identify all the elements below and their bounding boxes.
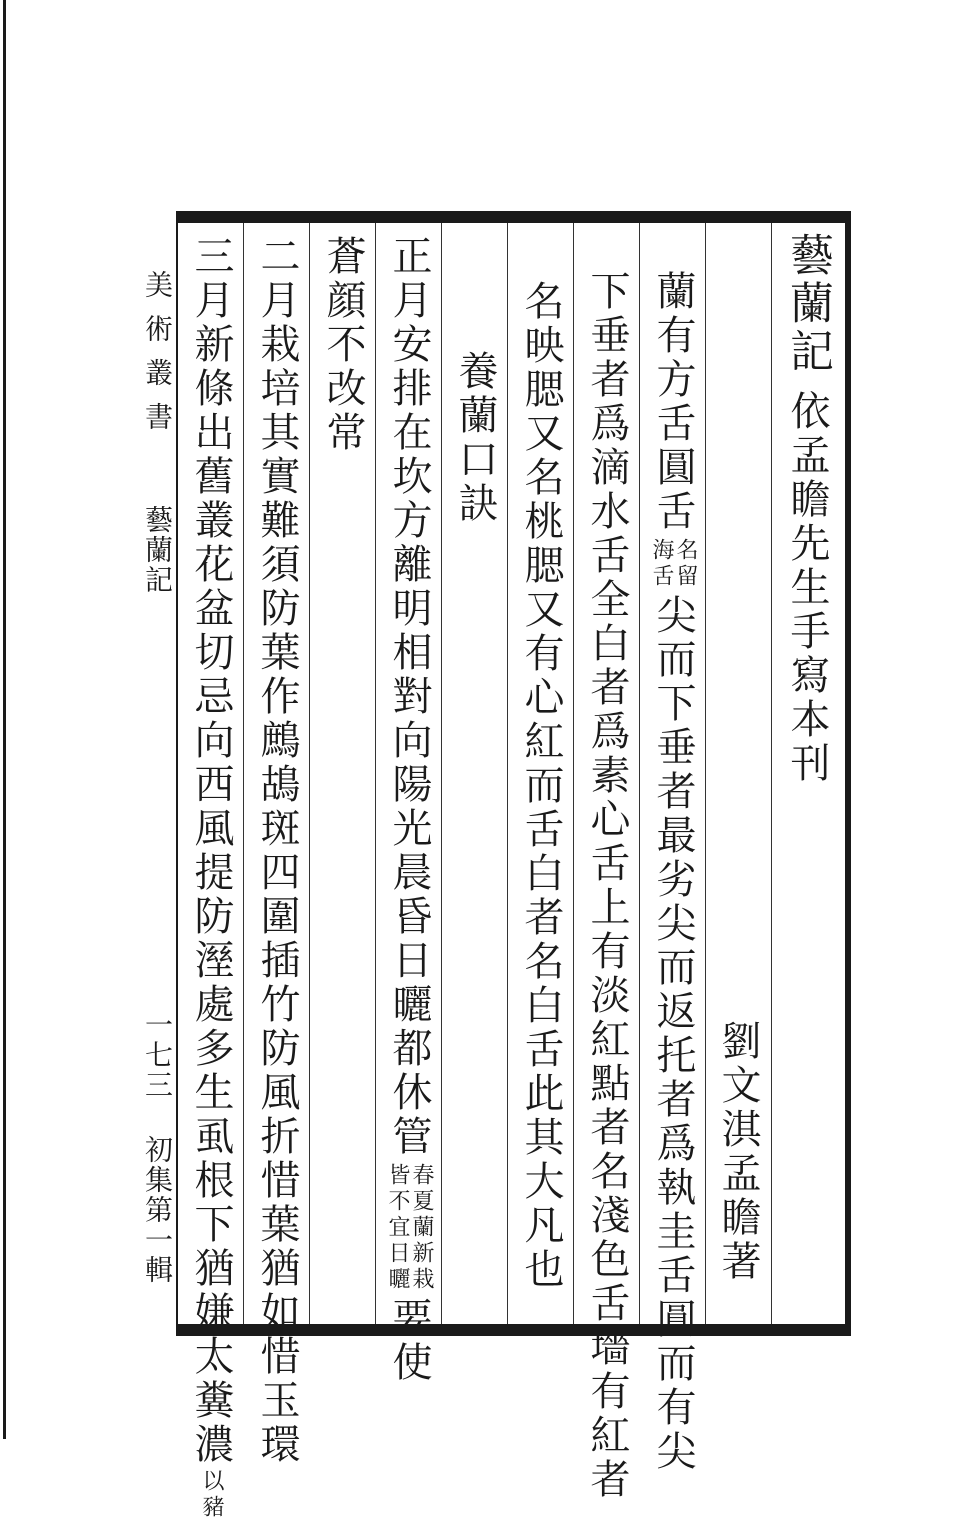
text-column-1-part-b: 尖而下垂者最劣尖而返托者爲執圭舌圓而有尖 xyxy=(650,594,696,1474)
margin-book-title: 藝蘭記 xyxy=(141,505,174,595)
annotation-5-left: 皆不宜日曬 xyxy=(385,1163,410,1293)
annotation-5 xyxy=(386,1163,432,1293)
scan-edge-line xyxy=(3,0,6,1439)
author-column xyxy=(708,1020,768,1284)
series-title: 美術叢書 xyxy=(141,270,174,446)
text-column-2-text: 下垂者爲滴水舌全白者爲素心舌上有淡紅點者名淺色舌墻有紅者 xyxy=(584,270,630,1502)
text-column-6 xyxy=(313,235,373,455)
section-title: 養蘭口訣 xyxy=(452,350,498,526)
text-column-7-text: 二月栽培其實難須防葉作鷓鴣斑四圍插竹防風折惜葉猶如惜玉環 xyxy=(254,235,300,1467)
column-rule xyxy=(771,223,772,1324)
text-column-5 xyxy=(379,235,439,1385)
column-rule xyxy=(639,223,640,1324)
text-column-2 xyxy=(577,270,637,1502)
header-column xyxy=(777,232,837,786)
text-column-1-part-a: 蘭有方舌圓舌 xyxy=(650,270,696,534)
annotation-1 xyxy=(650,538,696,590)
text-column-3 xyxy=(511,280,571,1292)
column-rule xyxy=(705,223,706,1324)
annotation-1-left: 海舌 xyxy=(649,538,674,590)
text-column-5-part-b: 要使 xyxy=(386,1297,432,1385)
text-column-3-text: 名映腮又名桃腮又有心紅而舌白者名白舌此其大凡也 xyxy=(518,280,564,1292)
book-title: 藝蘭記 xyxy=(782,232,833,376)
annotation-8 xyxy=(200,1469,222,1521)
column-rule xyxy=(309,223,310,1324)
volume-label: 初集第一輯 xyxy=(141,1135,174,1285)
section-title-column xyxy=(445,350,505,526)
column-rule xyxy=(441,223,442,1324)
column-rule xyxy=(243,223,244,1324)
page-number: 一七三 xyxy=(141,1010,174,1100)
book-subtitle: 依孟瞻先生手寫本刊 xyxy=(784,390,830,786)
annotation-1-right: 名留 xyxy=(673,538,698,590)
column-rule xyxy=(507,223,508,1324)
text-column-6-text: 蒼顔不改常 xyxy=(320,235,366,455)
author-name: 劉文淇孟瞻著 xyxy=(715,1020,761,1284)
annotation-5-right: 春夏蘭新栽 xyxy=(409,1163,434,1293)
column-rule xyxy=(375,223,376,1324)
text-column-1 xyxy=(643,270,703,1474)
column-rule xyxy=(573,223,574,1324)
text-column-5-part-a: 正月安排在坎方離明相對向陽光晨昏日曬都休管 xyxy=(386,235,432,1159)
text-column-8-text: 三月新條出舊叢花盆切忌向西風提防溼處多生虱根下猶嫌太糞濃 xyxy=(188,235,234,1467)
annotation-8-text: 以豬 xyxy=(199,1469,224,1521)
text-column-7 xyxy=(247,235,307,1467)
text-column-8 xyxy=(181,235,241,1525)
